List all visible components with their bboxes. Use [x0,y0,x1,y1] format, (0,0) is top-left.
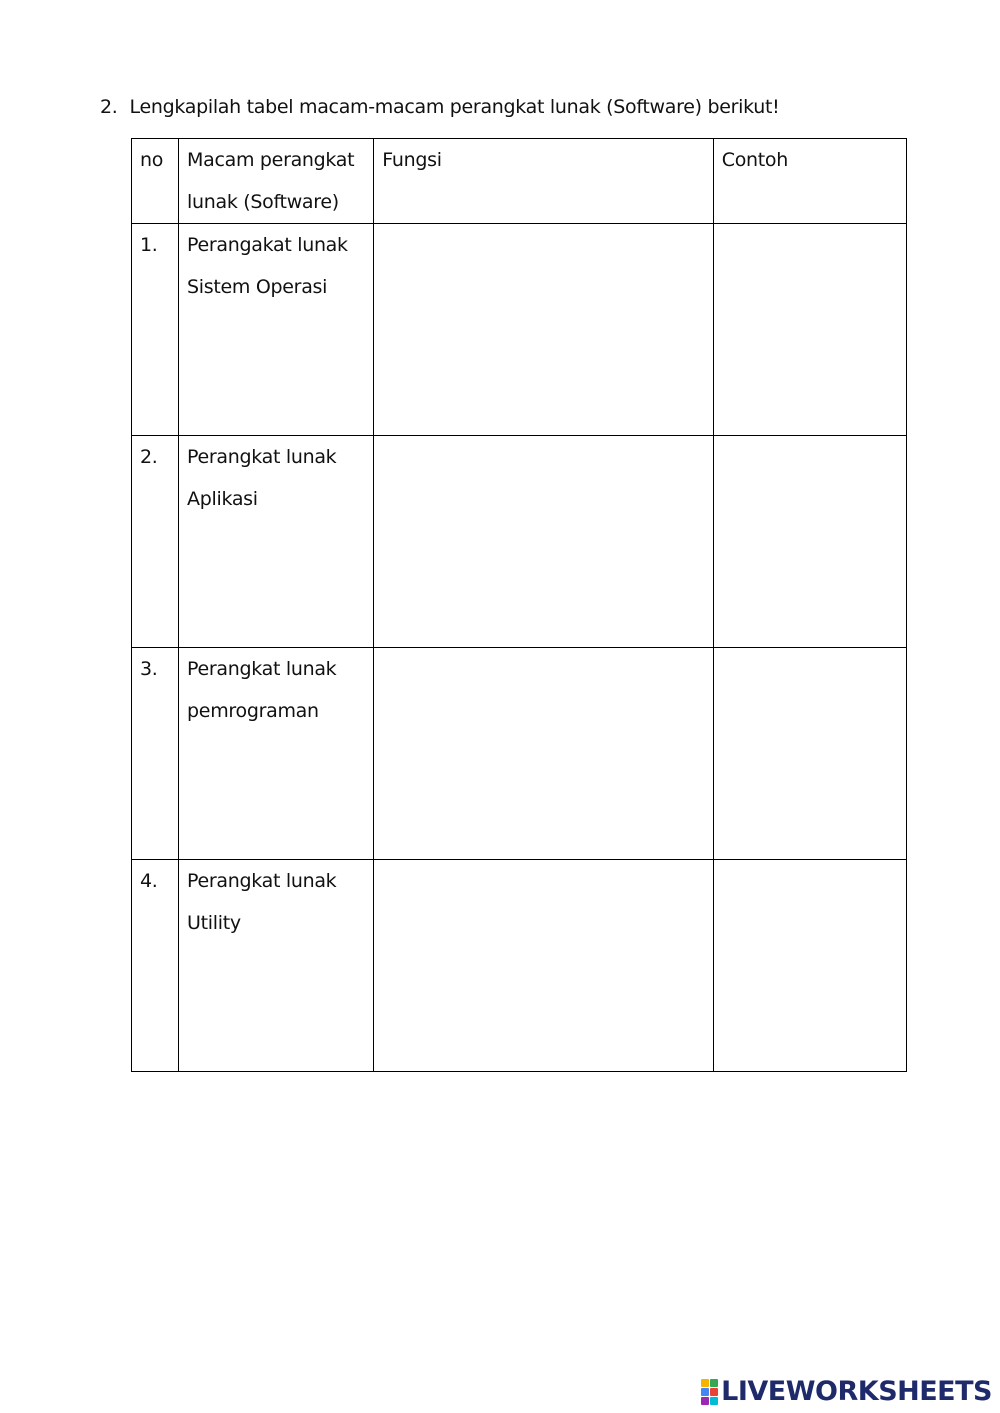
example-answer-field[interactable] [713,648,906,860]
row-number: 1. [132,224,179,436]
logo-block [710,1379,718,1387]
table-row [132,224,907,436]
row-software-type: Perangkat lunak Utility [179,860,374,1072]
function-answer-field[interactable] [374,648,713,860]
header-software-type [179,139,374,224]
row-software-type: Perangakat lunak Sistem Operasi [179,224,374,436]
header-example: Contoh [713,139,906,224]
header-function: Fungsi [374,139,713,224]
example-answer-field[interactable] [713,224,906,436]
question-heading [100,96,779,118]
liveworksheets-logo-icon [701,1379,718,1405]
row-software-type: Perangkat lunak Aplikasi [179,436,374,648]
question-text: Lengkapilah tabel macam-macam perangkat lunak (Software) berikut! [129,96,780,118]
software-table [131,138,907,1072]
function-answer-field[interactable] [374,436,713,648]
logo-block [710,1388,718,1396]
logo-block [701,1379,709,1387]
table-row [132,648,907,860]
header-type-line1: Macam perangkat [187,149,355,171]
row-software-type: Perangkat lunak pemrograman [179,648,374,860]
row-number: 2. [132,436,179,648]
example-answer-field[interactable] [713,860,906,1072]
example-answer-field[interactable] [713,436,906,648]
question-number: 2. [100,96,118,118]
function-answer-field[interactable] [374,860,713,1072]
table-row [132,860,907,1072]
function-answer-field[interactable] [374,224,713,436]
logo-block [701,1388,709,1396]
row-number: 3. [132,648,179,860]
header-no: no [132,139,179,224]
brand-text: LIVEWORKSHEETS [721,1376,992,1407]
header-type-line2: lunak (Software) [187,191,339,213]
liveworksheets-brand [701,1376,992,1407]
row-number: 4. [132,860,179,1072]
logo-block [701,1397,709,1405]
table-header-row [132,139,907,224]
table-row [132,436,907,648]
logo-block [710,1397,718,1405]
